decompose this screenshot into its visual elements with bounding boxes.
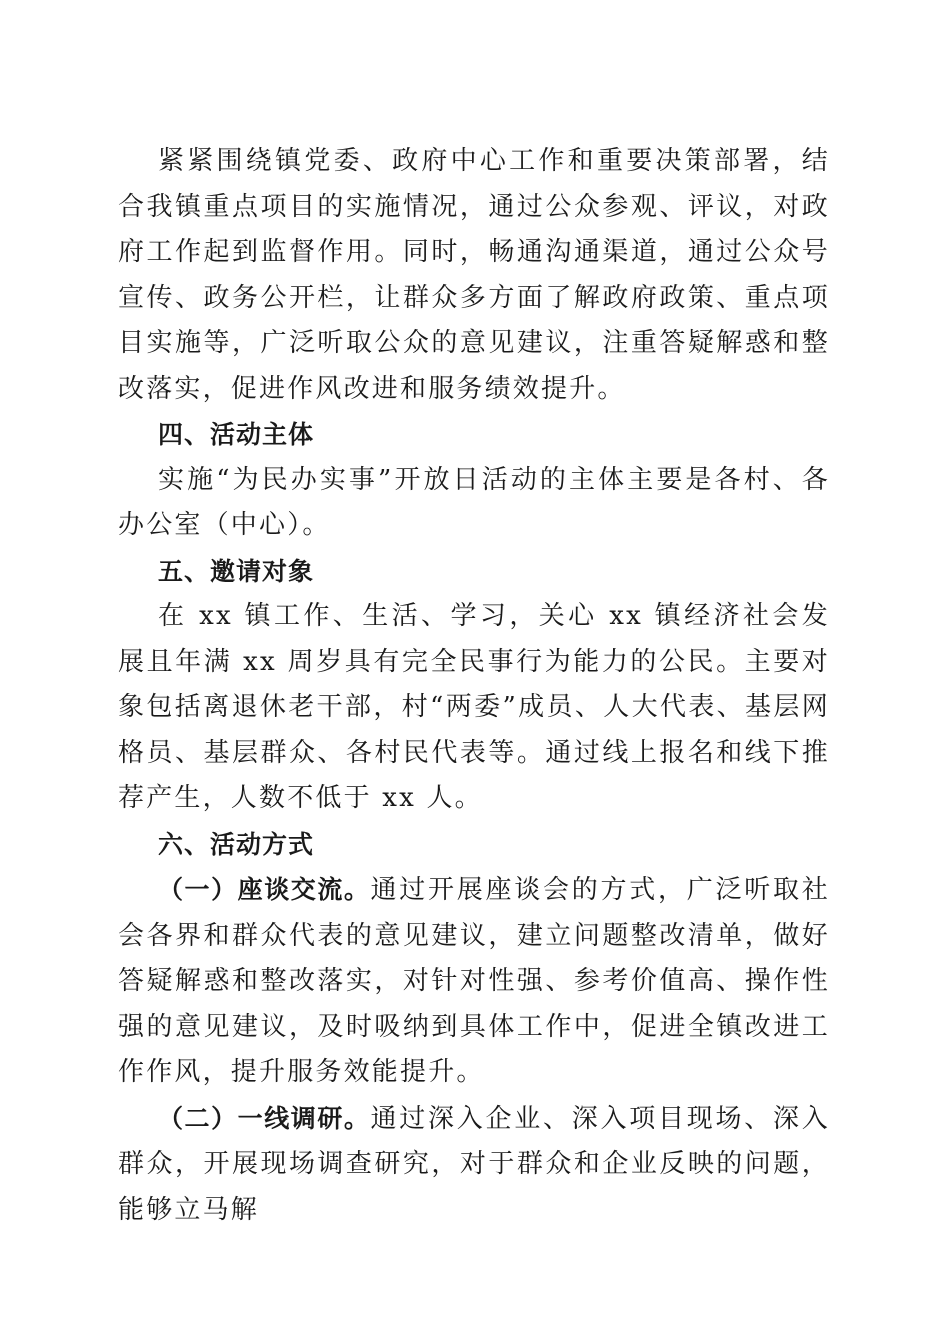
document-body [118, 139, 830, 1233]
paragraph-oversight: 紧紧围绕镇党委、政府中心工作和重要决策部署，结合我镇重点项目的实施情况，通过公众参观、评议，对政府工作起到监督作用。同时，畅通沟通渠道，通过公众号宣传、政务公开栏，让群众多方面了解政府政策、重点项目实施等，广泛听取公众的意见建议，注重答疑解惑和整改落实，促进作风改进和服务绩效提升。 [118, 146, 830, 404]
section-heading-methods: 六、活动方式 [158, 829, 315, 859]
method-item-research [118, 1096, 830, 1234]
paragraph-subject: 实施“为民办实事”开放日活动的主体主要是各村、各办公室（中心）。 [118, 464, 830, 540]
method-title-symposium: （一）座谈交流。 [158, 875, 371, 904]
method-title-research: （二）一线调研。 [158, 1103, 371, 1133]
method-body-symposium: 通过开展座谈会的方式，广泛听取社会各界和群众代表的意见建议，建立问题整改清单，做好答疑解惑和整改落实，对针对性强、参考价值高、操作性强的意见建议，及时吸纳到具体工作中，促进全镇改进工作作风，提升服务效能提升。 [118, 875, 830, 1087]
paragraph-invitees: 在 xx 镇工作、生活、学习，关心 xx 镇经济社会发展且年满 xx 周岁具有完全民事行为能力的公民。主要对象包括离退休老干部，村“两委”成员、人大代表、基层网格员、基层群众、各村民代表等。通过线上报名和线下推荐产生，人数不低于 xx 人。 [118, 601, 830, 813]
method-body-research: 通过深入企业、深入项目现场、深入群众，开展现场调查研究，对于群众和企业反映的问题，能够立马解 [118, 1103, 830, 1225]
method-item-symposium [118, 867, 830, 1096]
section-heading-subject: 四、活动主体 [158, 420, 315, 449]
section-heading-invitees: 五、邀请对象 [158, 556, 315, 586]
